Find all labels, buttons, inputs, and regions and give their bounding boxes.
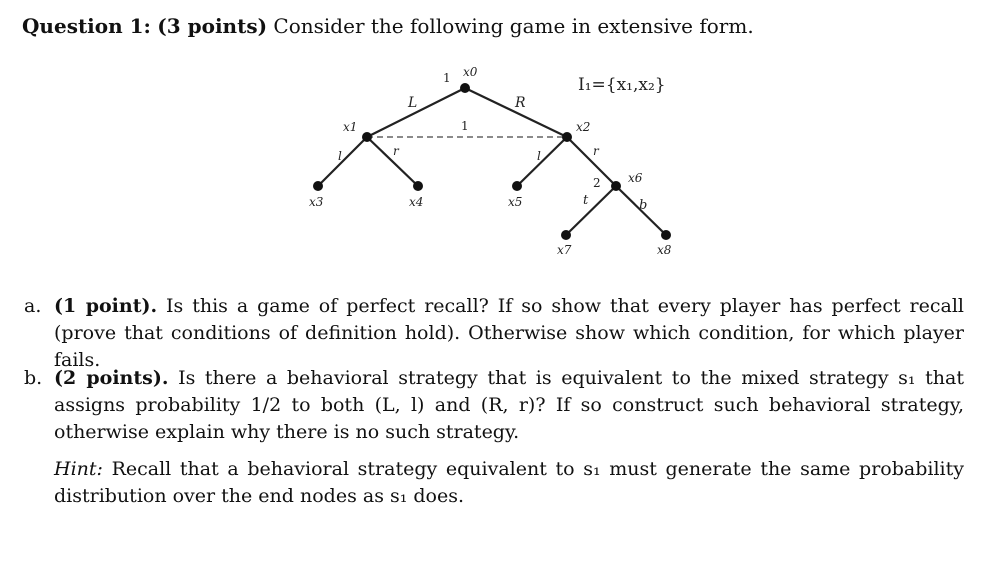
edge-x1-l (318, 137, 367, 186)
node-x3 (313, 181, 323, 191)
part-a-marker: a. (24, 295, 42, 317)
x1-r-label: r (393, 144, 399, 158)
question-label: Question 1: (22, 14, 151, 38)
x2-label: x2 (576, 120, 591, 134)
hint (54, 456, 964, 510)
part-a (24, 293, 964, 374)
node-x1 (362, 132, 372, 142)
x6-player: 2 (593, 176, 601, 190)
x1-l-label: l (338, 149, 342, 163)
node-x5 (512, 181, 522, 191)
part-b-points: (2 points). (54, 367, 169, 389)
infoset-player: 1 (461, 119, 469, 133)
x2-r-label: r (593, 144, 599, 158)
branch-L: L (408, 95, 418, 111)
question-points: (3 points) (157, 14, 268, 38)
node-x4 (413, 181, 423, 191)
x2-l-label: l (537, 149, 541, 163)
node-x8 (661, 230, 671, 240)
x4-label: x4 (409, 195, 424, 209)
node-x2 (562, 132, 572, 142)
branch-R: R (515, 95, 526, 111)
hint-text: Recall that a behavioral strategy equivalent to s₁ must generate the same probability distribution over the end nodes as s₁ does. (54, 458, 964, 507)
x8-label: x8 (657, 243, 672, 257)
node-x7 (561, 230, 571, 240)
info-set-label: I₁={x₁,x₂} (578, 75, 666, 95)
root-label: x0 (463, 65, 478, 79)
x7-label: x7 (557, 243, 572, 257)
edge-x2-l (517, 137, 567, 186)
x6-b-label: b (639, 198, 648, 213)
part-a-text: Is this a game of perfect recall? If so show that every player has perfect recall (prove that conditions of definition hold). Otherwise show which condition, for which player fails. (54, 295, 964, 371)
question-text: Consider the following game in extensive form. (273, 14, 754, 38)
edge-x6-t (566, 186, 616, 235)
x5-label: x5 (508, 195, 523, 209)
part-b (24, 365, 964, 446)
x1-label: x1 (343, 120, 358, 134)
x3-label: x3 (309, 195, 324, 209)
hint-label: Hint: (54, 458, 103, 480)
x6-label: x6 (628, 171, 643, 185)
part-b-marker: b. (24, 367, 43, 389)
part-a-points: (1 point). (54, 295, 158, 317)
part-b-text: Is there a behavioral strategy that is equivalent to the mixed strategy s₁ that assigns probability 1/2 to both (L, l) and (R, r)? If so construct such behavioral strategy, otherwise explain why there is no such strategy. (54, 367, 964, 443)
x6-t-label: t (583, 193, 589, 208)
root-player: 1 (443, 71, 451, 85)
node-x6 (611, 181, 621, 191)
node-x0 (460, 83, 470, 93)
game-tree-diagram (0, 0, 984, 270)
edge-x2-r (567, 137, 616, 186)
